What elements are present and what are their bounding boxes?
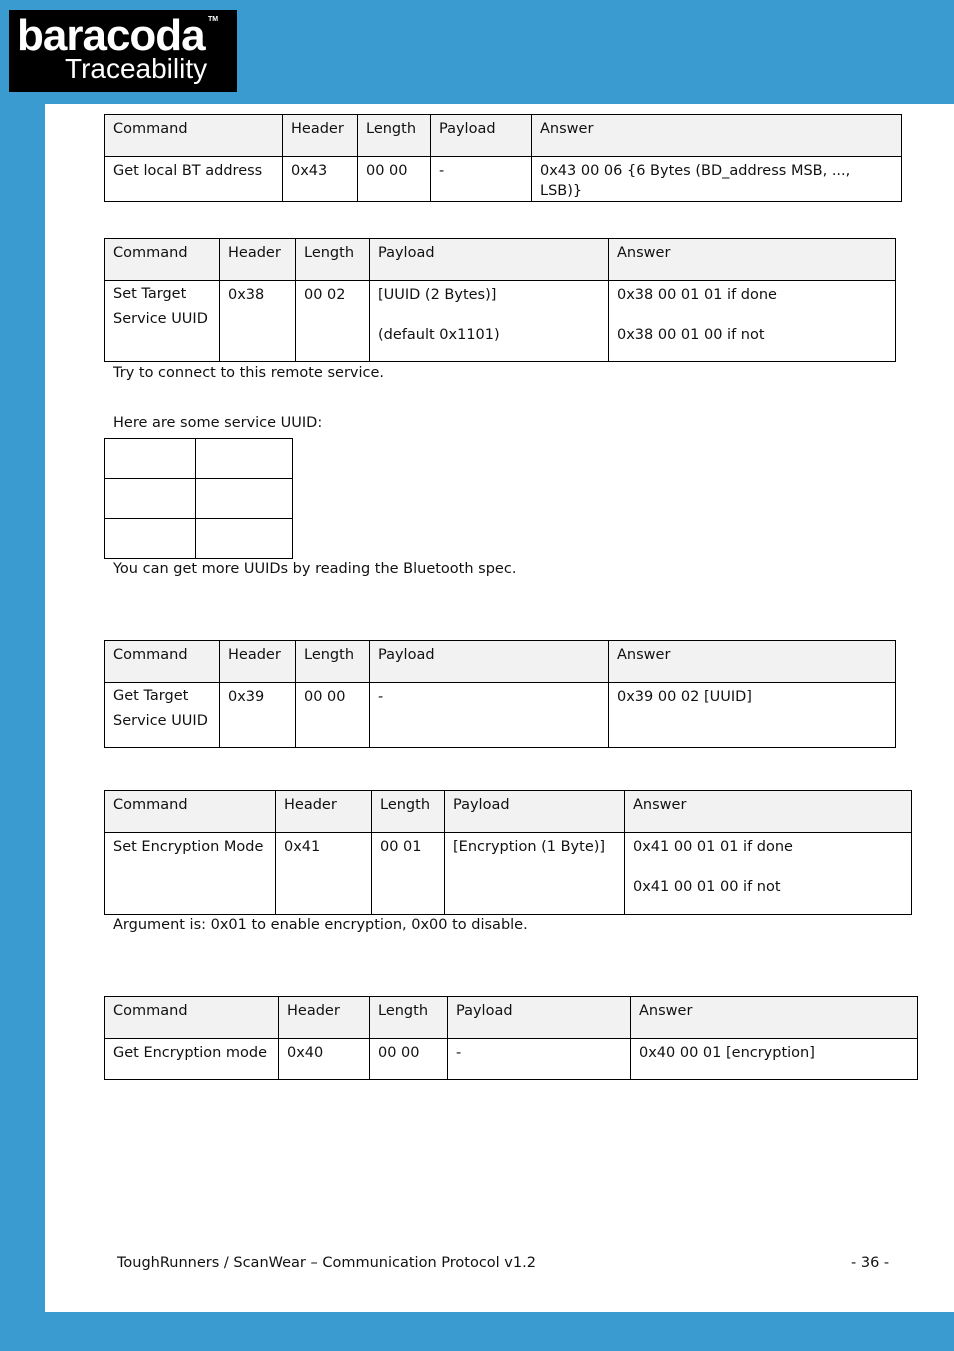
table-set-encryption-mode [104,790,912,915]
header-header: Header [283,115,358,157]
cell-payload: - [370,683,609,748]
table-row [105,1039,918,1080]
cell-answer: 0x40 00 01 [encryption] [631,1039,918,1080]
brand-name: baracoda [17,11,205,60]
cell-header: 0x41 [276,833,372,915]
table-row [105,157,902,202]
payload-line-1: [UUID (2 Bytes)] [378,287,497,303]
cell-header: 0x39 [220,683,296,748]
cell-length: 00 00 [296,683,370,748]
cell-answer [609,281,896,362]
table-row [105,479,293,519]
header-payload: Payload [448,997,631,1039]
header-length: Length [296,641,370,683]
header-command: Command [105,239,220,281]
table-header-row [105,791,912,833]
header-header: Header [220,641,296,683]
cell-length: 00 01 [372,833,445,915]
table-header-row [105,641,896,683]
answer-line-2: 0x38 00 01 00 if not [617,327,765,343]
header-length: Length [296,239,370,281]
cell-payload: - [448,1039,631,1080]
table-header-row [105,115,902,157]
cell-header: 0x38 [220,281,296,362]
table-get-target-service-uuid [104,640,896,748]
brand-tm: TM [208,16,219,23]
header-payload: Payload [445,791,625,833]
cell-length: 00 00 [370,1039,448,1080]
cell-answer [625,833,912,915]
argument-text: Argument is: 0x01 to enable encryption, 0x00 to disable. [113,917,528,933]
header-command: Command [105,641,220,683]
header-header: Header [279,997,370,1039]
header-payload: Payload [370,239,609,281]
answer-line-2: 0x41 00 01 00 if not [633,879,781,895]
cell-payload: [Encryption (1 Byte)] [445,833,625,915]
table-row [105,281,896,362]
brand-logo [9,10,237,92]
payload-line-2: (default 0x1101) [378,327,500,343]
header-answer: Answer [532,115,902,157]
cell-header: 0x43 [283,157,358,202]
table-header-row [105,239,896,281]
cell-length: 00 00 [358,157,431,202]
table-row [105,683,896,748]
connect-text: Try to connect to this remote service. [113,365,385,381]
header-command: Command [105,791,276,833]
cell-answer: 0x39 00 02 [UUID] [609,683,896,748]
cell-command: Get Target Service UUID [105,683,220,748]
table-set-target-service-uuid [104,238,896,362]
header-answer: Answer [631,997,918,1039]
header-length: Length [372,791,445,833]
cell-header: 0x40 [279,1039,370,1080]
table-get-encryption-mode [104,996,918,1080]
table-header-row [105,997,918,1039]
table-uuid-list [104,438,293,559]
page-number: - 36 - [851,1255,890,1271]
header-length: Length [370,997,448,1039]
header-header: Header [220,239,296,281]
cell-payload: - [431,157,532,202]
cell-payload [370,281,609,362]
table-row [105,833,912,915]
answer-line-1: 0x41 00 01 01 if done [633,839,793,855]
header-header: Header [276,791,372,833]
header-answer: Answer [625,791,912,833]
table-row [105,519,293,559]
answer-line-1: 0x38 00 01 01 if done [617,287,777,303]
cell-command: Get local BT address [105,157,283,202]
cell-answer: 0x43 00 06 {6 Bytes (BD_address MSB, ..., LSB)} [532,157,902,202]
header-command: Command [105,997,279,1039]
footer-title: ToughRunners / ScanWear – Communication Protocol v1.2 [117,1255,536,1271]
header-answer: Answer [609,239,896,281]
header-command: Command [105,115,283,157]
cell-command: Get Encryption mode [105,1039,279,1080]
header-length: Length [358,115,431,157]
cell-command: Set Target Service UUID [105,281,220,362]
header-answer: Answer [609,641,896,683]
cell-length: 00 02 [296,281,370,362]
table-get-local-bt-address [104,114,902,202]
header-payload: Payload [431,115,532,157]
brand-sub: Traceability [65,53,208,84]
cell-command: Set Encryption Mode [105,833,276,915]
header-payload: Payload [370,641,609,683]
table-row [105,439,293,479]
more-uuid-text: You can get more UUIDs by reading the Bluetooth spec. [113,561,517,577]
page [45,104,954,1312]
some-uuid-text: Here are some service UUID: [113,415,323,431]
